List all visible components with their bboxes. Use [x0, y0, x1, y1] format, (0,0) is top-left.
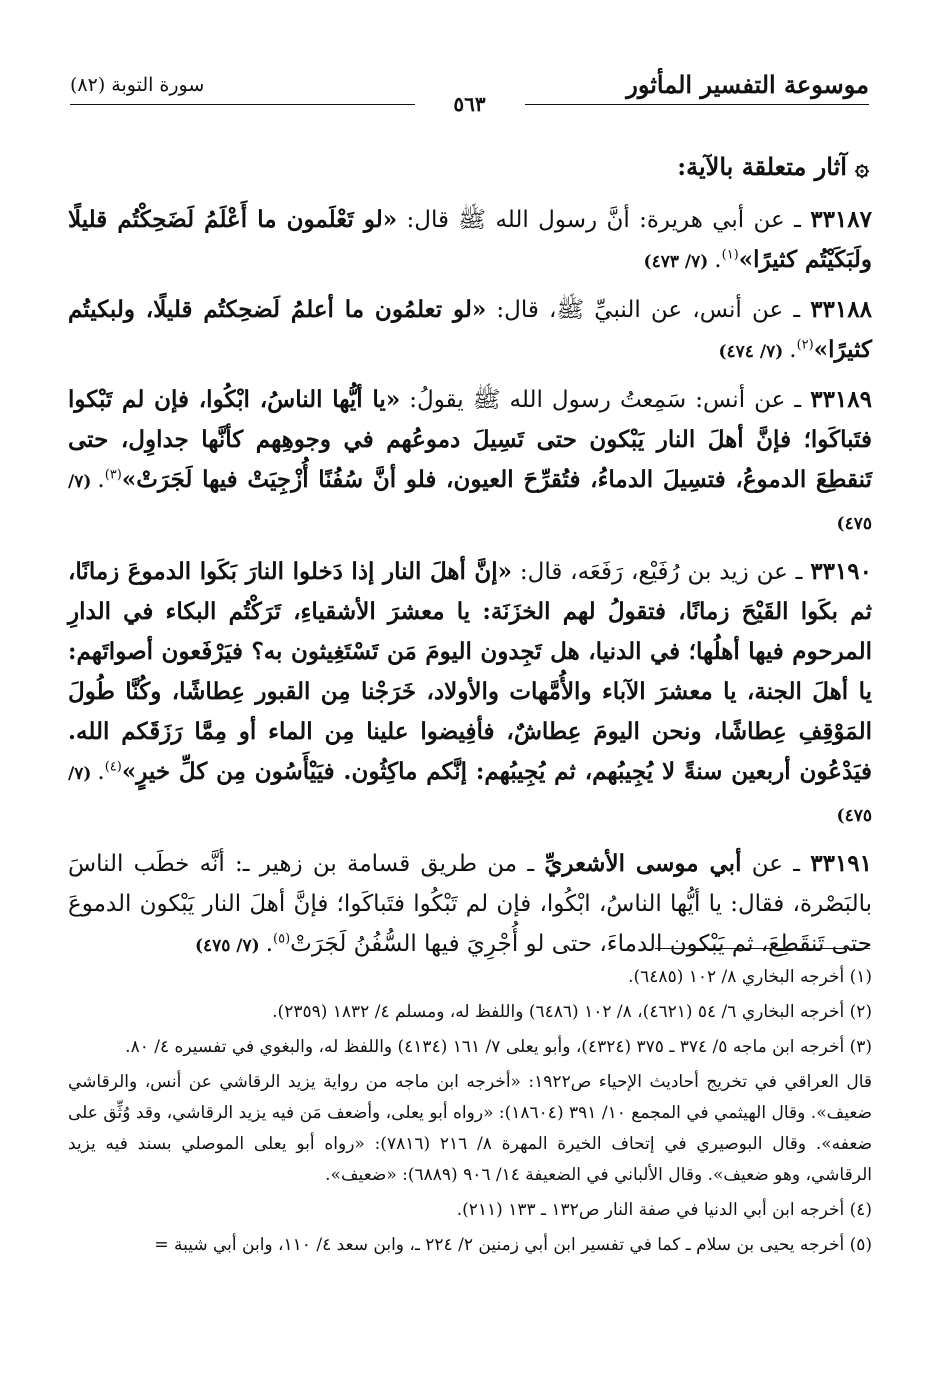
footnote: (٣) أخرجه ابن ماجه ٥/ ٣٧٤ ـ ٣٧٥ (٤٣٢٤)، وأبو يعلى ٧/ ١٦١ (٤١٣٤) واللفظ له، والبغوي في تفسيره ٤/ ٨٠. [125, 1037, 872, 1057]
entry-quote: «إنَّ أهلَ النار إذا دَخلوا النارَ بَكَوا الدموعَ زمانًا، ثم بكَوا القَيْحَ زمانًا، فتقولُ لهم الخزَنَة: يا معشرَ الأشقياءِ، تَرَكْتُم البكاء في الدارِ المرحوم فيها أهلُها؛ في الدنيا، هل تَجِدون اليومَ مَن تَسْتَغِيثون به؟ فيَرْفَعون أصواتَهم: يا أهلَ الجنة، يا معشرَ الآباء والأُمَّهات والأولاد، خَرَجْنا مِن القبور عِطاشًا، وكُنَّا طُولَ المَوْقِفِ عِطاشًا، ونحن اليومَ عِطاشٌ، فأفِيضوا علينا مِن الماء أو مِمَّا رَزَقَكم الله. فيَدْعُون أربعين سنةً لا يُجِيبُهم، ثم يُجِيبُهم: إنَّكم ماكِثُون. فيَيْأَسُون مِن كلِّ خيرٍ» [68, 558, 872, 785]
entry-intro: ـ عن أبي هريرة: أنَّ رسول الله ﷺ قال: [397, 207, 811, 233]
entry-tail: . [97, 467, 105, 493]
footnote-marker: (٤) [104, 759, 122, 775]
entry-tail: . [265, 931, 274, 957]
page-header [70, 62, 869, 116]
entry-quote: «لو تعلمُون ما أعلمُ لَضحِكتُم قليلًا، ولبكيتُم كثيرًا» [68, 296, 872, 363]
footnote-marker: (٣) [104, 467, 122, 483]
footnote-marker: (٢) [796, 337, 814, 353]
footnote: (٢) أخرجه البخاري ٦/ ٥٤ (٤٦٢١)، ٨/ ١٠٢ (٦٤٨٦) واللفظ له، ومسلم ٤/ ١٨٣٢ (٢٣٥٩). [272, 1002, 872, 1022]
footnotes [68, 962, 872, 1265]
athar-entry [68, 200, 872, 282]
entry-number: ٣٣١٨٩ [810, 386, 872, 413]
entry-number: ٣٣١٨٧ [810, 206, 872, 233]
footnote: (٥) أخرجه يحيى بن سلام ـ كما في تفسير ابن أبي زمنين ٢/ ٢٢٤ ـ، وابن سعد ٤/ ١١٠، وابن أبي شيبة = [154, 1235, 872, 1255]
entry-number: ٣٣١٩٠ [810, 558, 872, 585]
entry-quote: «يا أيُّها الناسُ، ابْكُوا، فإن لم تَبْكوا فتَباكَوا؛ فإنَّ أهلَ النار يَبْكون حتى تَسِيلَ دموعُهم في وجوهِهم كأنَّها جداوِل، حتى تَنقطِعَ الدموعُ، فتسِيلَ الدماءُ، فتُقرِّحَ العيون، فلو أنَّ سُفُنًا أُزْجِيَتْ فيها لَجَرَتْ» [68, 386, 872, 493]
entry-tail: . [714, 247, 722, 273]
footnote-divider [655, 948, 870, 949]
entry-narrator: أبي موسى الأشعريِّ [544, 850, 742, 877]
main-text [68, 200, 872, 974]
section-heading-text: آثار متعلقة بالآية: [677, 152, 847, 181]
entry-text: ـ من طريق قسامة بن زهير ـ: أنَّه خطَب الناسَ بالبَصْرة، فقال: يا أيُّها الناسُ، ابْكُوا، فإن لم تَبْكُوا فتَباكَوا؛ فإنَّ أهلَ النار يَبْكون الدموعَ حتى تَنقَطِعَ، ثم يَبْكون الدماءَ، حتى لو أُجْرِيَ فيها السُّفُنُ لَجَرَتْ [68, 851, 872, 957]
footnote-marker: (٥) [273, 931, 291, 947]
entry-tail: . [97, 759, 105, 785]
athar-entry [68, 552, 872, 836]
entry-reference: (٧/ ٤٧٥) [194, 936, 260, 956]
footnote: (٤) أخرجه ابن أبي الدنيا في صفة النار ص١٣٢ ـ ١٣٣ (٢١١). [456, 1200, 872, 1220]
entry-intro: ـ عن أنس: سَمِعتُ رسول الله ﷺ يقولُ: [400, 387, 811, 413]
athar-entry [68, 380, 872, 544]
entry-reference: (٧/ ٤٧٥) [68, 472, 872, 534]
entry-number: ٣٣١٩١ [810, 850, 873, 877]
entry-reference: (٧/ ٤٧٣) [643, 252, 709, 272]
entry-intro: ـ عن [741, 851, 811, 877]
entry-tail: . [789, 337, 797, 363]
entry-quote: «لو تَعْلَمون ما أَعْلَمُ لَضَحِكْتُم قليلًا ولَبَكَيْتُم كثيرًا» [68, 206, 872, 273]
section-heading [677, 152, 869, 181]
ornament-icon: ۞ [854, 152, 869, 181]
page-number: ٥٦٣ [453, 92, 486, 116]
footnote-commentary: قال العراقي في تخريج أحاديث الإحياء ص١٩٢٢: «أخرجه ابن ماجه من رواية يزيد الرقاشي عن أنس، والرقاشي ضعيف». وقال الهيثمي في المجمع ١٠/ ٣٩١ (١٨٦٠٤): «رواه أبو يعلى، وأضعف مَن فيه يزيد الرقاشي، وقد وُثِّق على ضعفه». وقال البوصيري في إتحاف الخيرة المهرة ٨/ ٢١٦ (٧٨١٦): «رواه أبو يعلى الموصلي بسند فيه يزيد الرقاشي، وهو ضعيف». وقال الألباني في الضعيفة ١٤/ ٩٠٦ (٦٨٨٩): «ضعيف». [68, 1072, 873, 1185]
footnote: (١) أخرجه البخاري ٨/ ١٠٢ (٦٤٨٥). [628, 967, 872, 987]
entry-reference: (٧/ ٤٧٤) [718, 342, 784, 362]
entry-intro: ـ عن زيد بن رُفَيْع، رَفَعَه، قال: [512, 559, 811, 585]
athar-entry [68, 290, 872, 372]
entry-number: ٣٣١٨٨ [810, 296, 872, 323]
book-title: موسوعة التفسير المأثور [626, 70, 869, 99]
entry-reference: (٧/ ٤٧٥) [68, 764, 872, 826]
footnote-marker: (١) [721, 247, 739, 263]
sura-label: سورة التوبة (٨٢) [70, 74, 205, 96]
entry-intro: ـ عن أنس، عن النبيِّ ﷺ، قال: [486, 297, 811, 323]
